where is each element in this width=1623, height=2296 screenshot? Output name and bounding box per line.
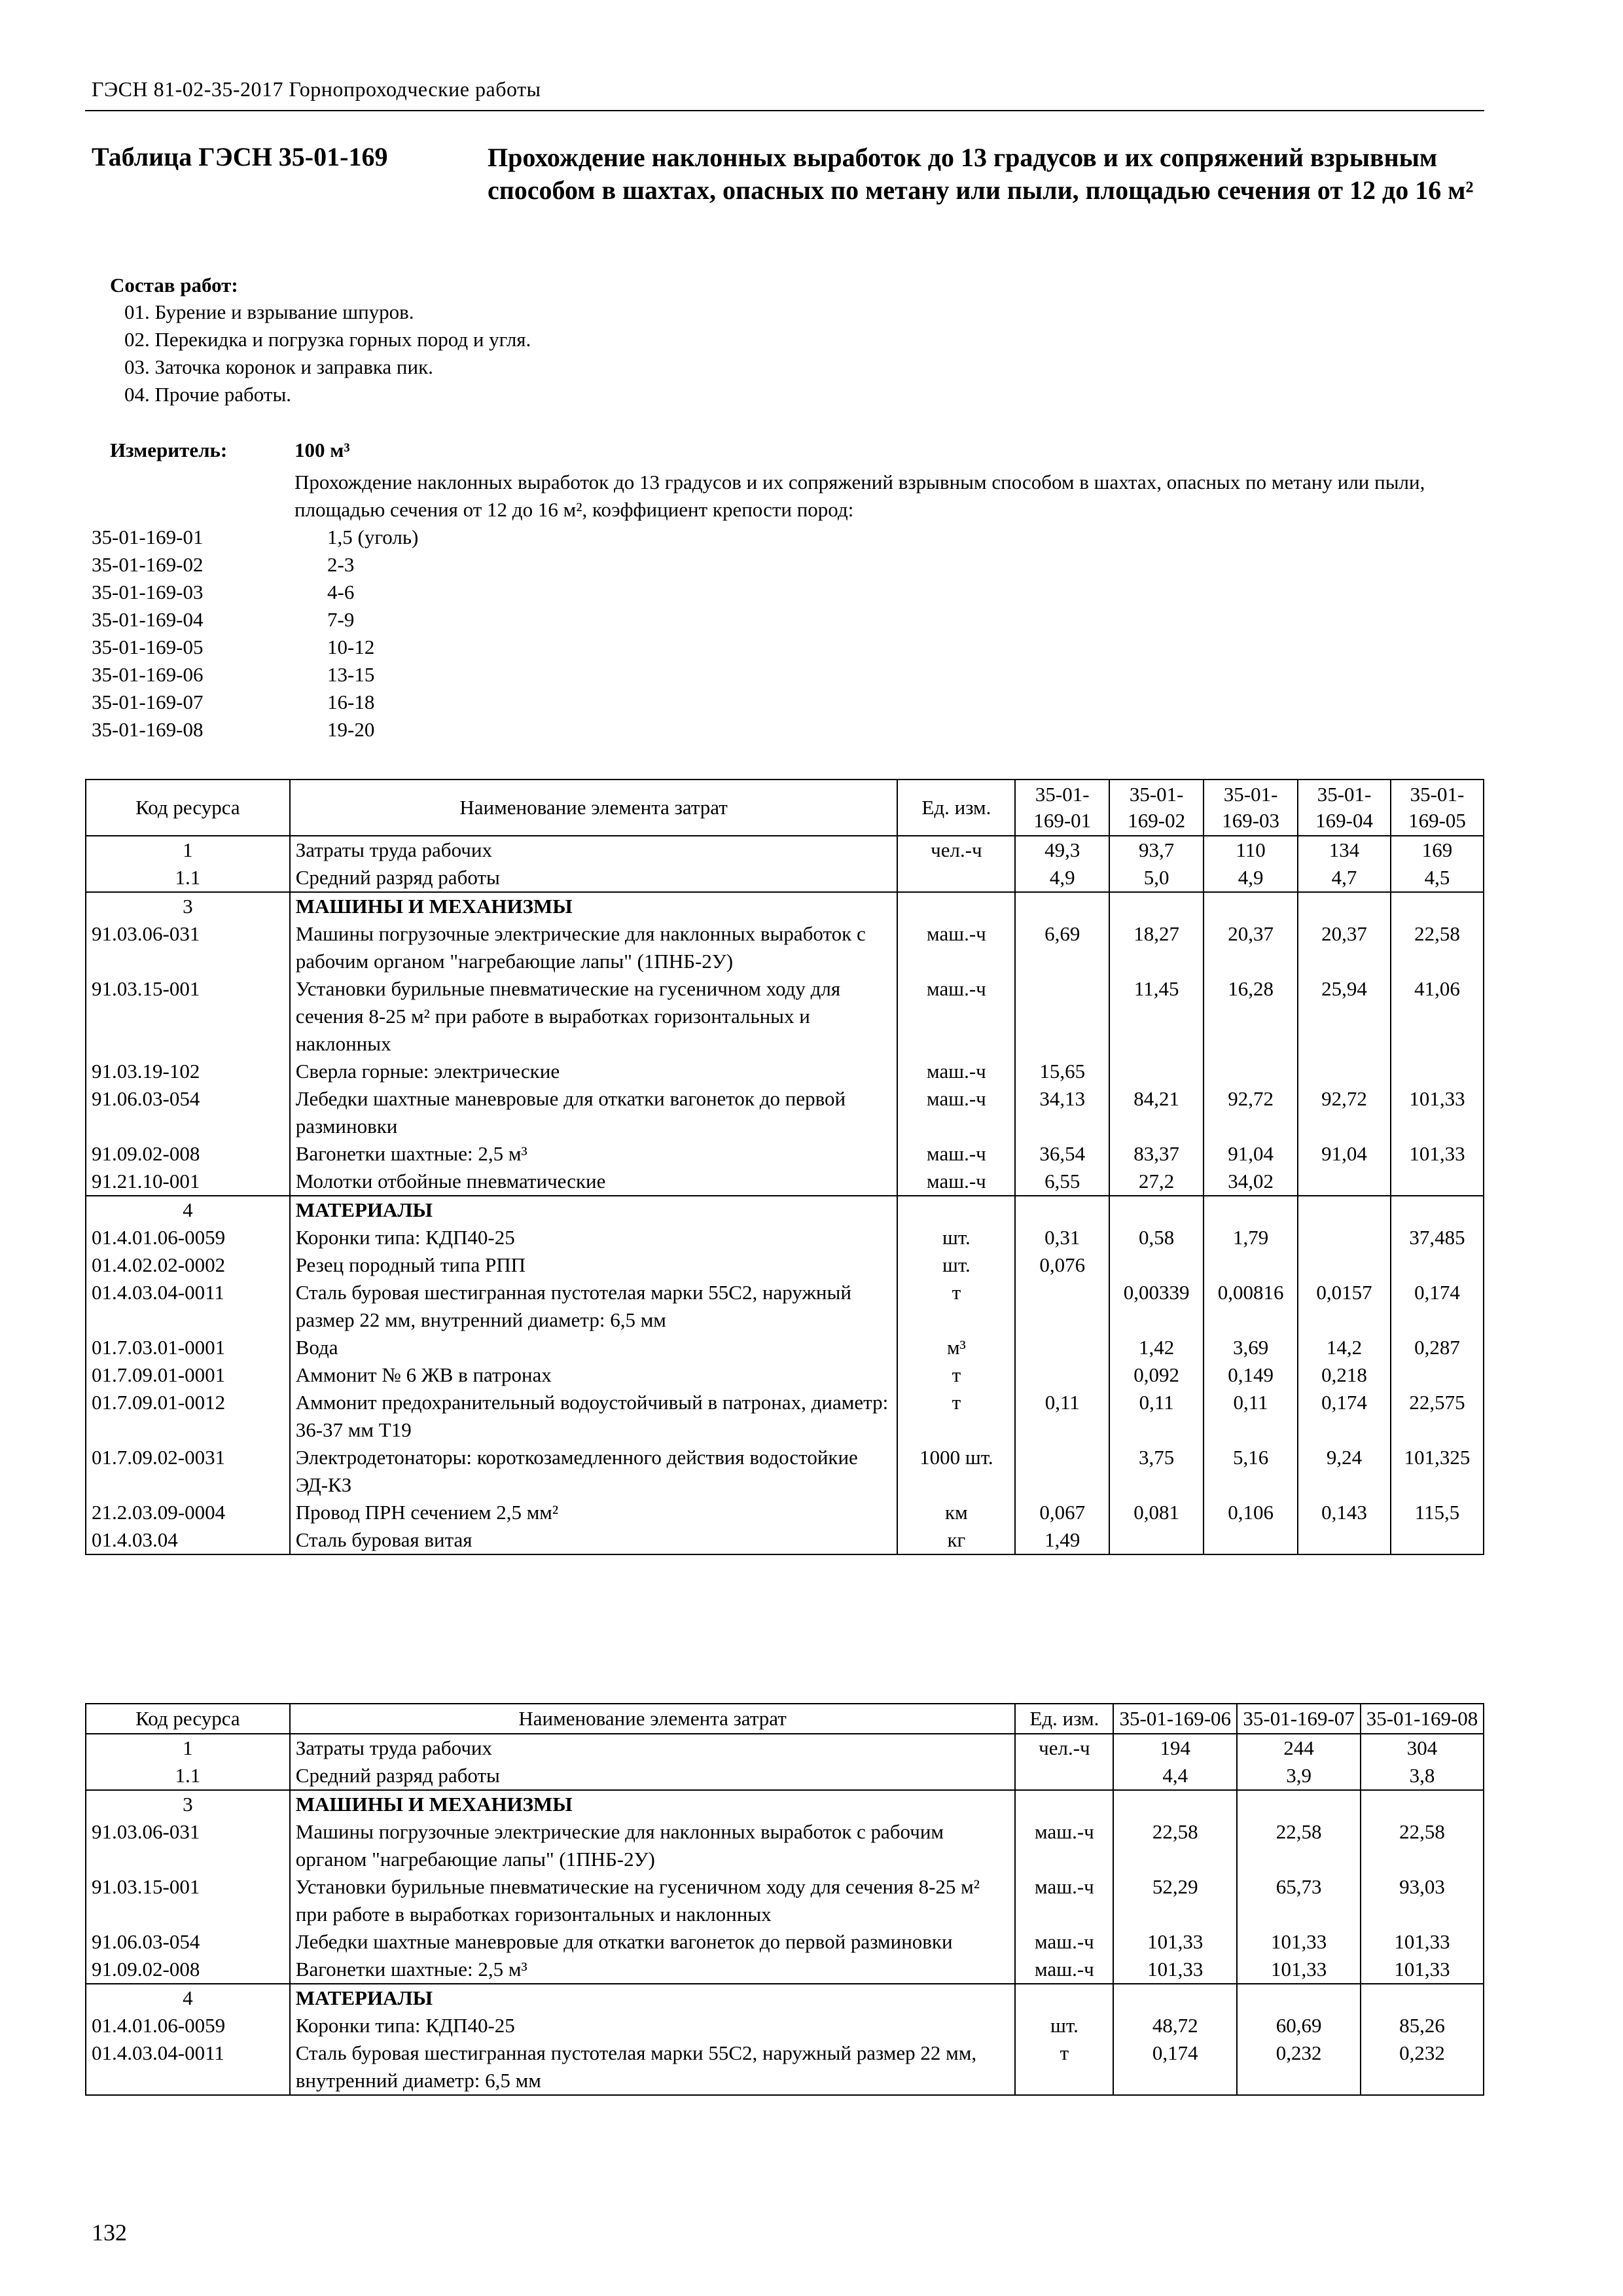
resource-code: 91.21.10-001	[86, 1168, 290, 1196]
unit-cell	[897, 1196, 1015, 1224]
work-item: 03. Заточка коронок и заправка пик.	[124, 355, 433, 378]
value-cell: 15,65	[1015, 1058, 1109, 1085]
resource-table-2	[85, 1703, 1484, 2096]
cost-element-name: Вода	[290, 1334, 898, 1361]
value-cell	[1015, 1196, 1109, 1224]
value-cell: 25,94	[1298, 975, 1391, 1058]
resource-code: 01.4.03.04-0011	[86, 1279, 290, 1334]
value-cell: 5,16	[1204, 1444, 1298, 1499]
running-header: ГЭСН 81-02-35-2017 Горнопроходческие работы	[92, 77, 541, 101]
table-row	[86, 1361, 1484, 1389]
table-row	[86, 1734, 1484, 1762]
value-cell: 0,58	[1109, 1224, 1204, 1251]
value-cell: 1,49	[1015, 1526, 1109, 1554]
rock-strength-value: 13-15	[327, 663, 375, 686]
table-row	[86, 1251, 1484, 1279]
value-cell: 52,29	[1113, 1873, 1237, 1928]
value-cell: 0,076	[1015, 1251, 1109, 1279]
value-cell: 1,42	[1109, 1334, 1204, 1361]
column-header: Наименование элемента затрат	[290, 1704, 1016, 1734]
value-cell: 3,75	[1109, 1444, 1204, 1499]
cost-element-name: Резец породный типа РПП	[290, 1251, 898, 1279]
value-cell	[1391, 1058, 1484, 1085]
value-cell	[1109, 1251, 1204, 1279]
rock-strength-value: 1,5 (уголь)	[327, 526, 419, 548]
value-cell	[1204, 1251, 1298, 1279]
resource-code: 91.06.03-054	[86, 1928, 290, 1956]
cost-element-name: Вагонетки шахтные: 2,5 м³	[290, 1956, 1016, 1984]
value-cell: 22,58	[1113, 1818, 1237, 1873]
value-cell: 0,232	[1237, 2039, 1361, 2095]
value-cell: 0,11	[1109, 1389, 1204, 1444]
cost-element-name: Аммонит предохранительный водоустойчивый в патронах, диаметр: 36-37 мм Т19	[290, 1389, 898, 1444]
value-cell	[1015, 1334, 1109, 1361]
column-header: 35-01-169-08	[1361, 1704, 1484, 1734]
value-cell: 101,33	[1113, 1928, 1237, 1956]
code-value: 35-01-169-08	[92, 718, 204, 741]
value-cell	[1298, 1526, 1391, 1554]
value-cell: 9,24	[1298, 1444, 1391, 1499]
value-cell	[1109, 1526, 1204, 1554]
work-item: 04. Прочие работы.	[124, 383, 292, 406]
work-item: 02. Перекидка и погрузка горных пород и угля.	[124, 328, 531, 351]
resource-code: 4	[86, 1984, 290, 2012]
value-cell: 4,7	[1298, 864, 1391, 892]
value-cell: 22,58	[1237, 1818, 1361, 1873]
table-row	[86, 920, 1484, 975]
resource-code: 01.7.09.02-0031	[86, 1444, 290, 1499]
value-cell: 0,174	[1298, 1389, 1391, 1444]
value-cell: 18,27	[1109, 920, 1204, 975]
unit-cell: маш.-ч	[897, 1085, 1015, 1140]
unit-cell: маш.-ч	[897, 920, 1015, 975]
value-cell: 0,218	[1298, 1361, 1391, 1389]
value-cell: 0,149	[1204, 1361, 1298, 1389]
resource-code: 91.09.02-008	[86, 1140, 290, 1168]
code-value: 35-01-169-03	[92, 581, 204, 603]
table-row	[86, 1279, 1484, 1334]
cost-element-name: Установки бурильные пневматические на гусеничном ходу для сечения 8-25 м² при работе в выработках горизонтальных и наклонных	[290, 975, 898, 1058]
unit-cell: т	[897, 1361, 1015, 1389]
column-header: 35-01-169-01	[1015, 780, 1109, 836]
measure-description: Прохождение наклонных выработок до 13 градусов и их сопряжений взрывным способом в шахтах, опасных по метану или пыли, площадью сечения от 12 до 16 м², коэффициент крепости пород:	[294, 471, 1425, 521]
cost-element-name: Сталь буровая шестигранная пустотелая марки 55С2, наружный размер 22 мм, внутренний диаметр: 6,5 мм	[290, 1279, 898, 1334]
resource-code: 91.03.06-031	[86, 1818, 290, 1873]
value-cell	[1391, 1196, 1484, 1224]
value-cell	[1015, 1444, 1109, 1499]
code-value: 35-01-169-05	[92, 636, 204, 658]
unit-cell: т	[897, 1389, 1015, 1444]
value-cell	[1204, 1058, 1298, 1085]
table-row	[86, 1058, 1484, 1085]
unit-cell	[1015, 1762, 1113, 1790]
table-row	[86, 975, 1484, 1058]
value-cell: 36,54	[1015, 1140, 1109, 1168]
value-cell: 41,06	[1391, 975, 1484, 1058]
resource-code: 01.4.03.04-0011	[86, 2039, 290, 2095]
value-cell: 83,37	[1109, 1140, 1204, 1168]
value-cell: 101,33	[1391, 1140, 1484, 1168]
value-cell: 22,575	[1391, 1389, 1484, 1444]
value-cell: 0,11	[1015, 1389, 1109, 1444]
cost-element-name: Лебедки шахтные маневровые для откатки вагонеток до первой разминовки	[290, 1085, 898, 1140]
value-cell: 20,37	[1204, 920, 1298, 975]
unit-cell: чел.-ч	[1015, 1734, 1113, 1762]
value-cell: 0,174	[1391, 1279, 1484, 1334]
table-row	[86, 1956, 1484, 1984]
value-cell: 34,02	[1204, 1168, 1298, 1196]
value-cell	[1361, 1790, 1484, 1818]
unit-cell: маш.-ч	[1015, 1873, 1113, 1928]
value-cell: 101,33	[1361, 1956, 1484, 1984]
rock-strength-value: 10-12	[327, 636, 375, 658]
resource-code: 4	[86, 1196, 290, 1224]
unit-cell: маш.-ч	[897, 1168, 1015, 1196]
table-row	[86, 1334, 1484, 1361]
value-cell: 92,72	[1298, 1085, 1391, 1140]
value-cell: 4,9	[1204, 864, 1298, 892]
table-row	[86, 1790, 1484, 1818]
value-cell: 22,58	[1391, 920, 1484, 975]
value-cell: 115,5	[1391, 1499, 1484, 1526]
value-cell: 27,2	[1109, 1168, 1204, 1196]
resource-code: 01.7.09.01-0001	[86, 1361, 290, 1389]
value-cell: 0,0157	[1298, 1279, 1391, 1334]
cost-element-name: Молотки отбойные пневматические	[290, 1168, 898, 1196]
unit-cell: км	[897, 1499, 1015, 1526]
table-row	[86, 864, 1484, 892]
table-row	[86, 1984, 1484, 2012]
table-row	[86, 1140, 1484, 1168]
cost-element-name: Электродетонаторы: короткозамедленного действия водостойкие ЭД-КЗ	[290, 1444, 898, 1499]
table-row	[86, 2012, 1484, 2039]
value-cell: 0,232	[1361, 2039, 1484, 2095]
value-cell: 0,174	[1113, 2039, 1237, 2095]
value-cell	[1204, 1526, 1298, 1554]
resource-code: 3	[86, 892, 290, 920]
resource-code: 91.09.02-008	[86, 1956, 290, 1984]
value-cell	[1109, 892, 1204, 920]
value-cell: 60,69	[1237, 2012, 1361, 2039]
resource-code: 3	[86, 1790, 290, 1818]
value-cell: 0,143	[1298, 1499, 1391, 1526]
value-cell	[1361, 1984, 1484, 2012]
value-cell	[1237, 1790, 1361, 1818]
value-cell: 110	[1204, 836, 1298, 864]
resource-code: 1.1	[86, 1762, 290, 1790]
resource-code: 01.4.03.04	[86, 1526, 290, 1554]
value-cell: 0,287	[1391, 1334, 1484, 1361]
unit-cell: м³	[897, 1334, 1015, 1361]
table-row	[86, 836, 1484, 864]
unit-cell: маш.-ч	[1015, 1928, 1113, 1956]
value-cell: 37,485	[1391, 1224, 1484, 1251]
table-header-row	[86, 1704, 1484, 1734]
column-header: Ед. изм.	[1015, 1704, 1113, 1734]
value-cell: 101,33	[1237, 1928, 1361, 1956]
unit-cell: шт.	[897, 1224, 1015, 1251]
unit-cell: маш.-ч	[1015, 1818, 1113, 1873]
value-cell	[1015, 975, 1109, 1058]
unit-cell: маш.-ч	[897, 975, 1015, 1058]
value-cell	[1298, 1251, 1391, 1279]
resource-code: 01.4.01.06-0059	[86, 1224, 290, 1251]
code-value: 35-01-169-04	[92, 608, 204, 631]
column-header: 35-01-169-07	[1237, 1704, 1361, 1734]
table-row	[86, 1499, 1484, 1526]
cost-element-name: Аммонит № 6 ЖВ в патронах	[290, 1361, 898, 1389]
value-cell: 49,3	[1015, 836, 1109, 864]
value-cell	[1391, 1361, 1484, 1389]
value-cell: 101,33	[1361, 1928, 1484, 1956]
unit-cell	[1015, 1984, 1113, 2012]
value-cell	[1391, 892, 1484, 920]
value-cell	[1298, 1168, 1391, 1196]
unit-cell: маш.-ч	[897, 1058, 1015, 1085]
value-cell	[1298, 1196, 1391, 1224]
table-row	[86, 1526, 1484, 1554]
table-row	[86, 2039, 1484, 2095]
table-row	[86, 1762, 1484, 1790]
work-composition-list	[124, 298, 531, 408]
value-cell: 101,33	[1391, 1085, 1484, 1140]
resource-code: 01.7.09.01-0012	[86, 1389, 290, 1444]
cost-element-name: Провод ПРН сечением 2,5 мм²	[290, 1499, 898, 1526]
value-cell: 5,0	[1109, 864, 1204, 892]
value-cell: 0,106	[1204, 1499, 1298, 1526]
cost-element-name: Средний разряд работы	[290, 1762, 1016, 1790]
rock-strength-value: 2-3	[327, 553, 355, 576]
value-cell: 0,081	[1109, 1499, 1204, 1526]
column-header: 35-01-169-03	[1204, 780, 1298, 836]
value-cell	[1109, 1058, 1204, 1085]
value-cell: 84,21	[1109, 1085, 1204, 1140]
value-cell: 194	[1113, 1734, 1237, 1762]
cost-element-name: МАШИНЫ И МЕХАНИЗМЫ	[290, 892, 898, 920]
value-cell: 134	[1298, 836, 1391, 864]
value-cell	[1113, 1790, 1237, 1818]
value-cell: 101,33	[1237, 1956, 1361, 1984]
value-cell: 0,092	[1109, 1361, 1204, 1389]
resource-code: 91.06.03-054	[86, 1085, 290, 1140]
resource-code: 91.03.19-102	[86, 1058, 290, 1085]
unit-cell: 1000 шт.	[897, 1444, 1015, 1499]
value-cell	[1109, 1196, 1204, 1224]
value-cell: 6,69	[1015, 920, 1109, 975]
value-cell: 0,00339	[1109, 1279, 1204, 1334]
resource-code: 91.03.06-031	[86, 920, 290, 975]
value-cell: 16,28	[1204, 975, 1298, 1058]
value-cell: 244	[1237, 1734, 1361, 1762]
value-cell	[1015, 892, 1109, 920]
value-cell: 93,7	[1109, 836, 1204, 864]
value-cell: 1,79	[1204, 1224, 1298, 1251]
value-cell: 93,03	[1361, 1873, 1484, 1928]
resource-table-1	[85, 779, 1484, 1555]
value-cell: 11,45	[1109, 975, 1204, 1058]
value-cell: 4,5	[1391, 864, 1484, 892]
value-cell: 3,8	[1361, 1762, 1484, 1790]
value-cell: 20,37	[1298, 920, 1391, 975]
table-row	[86, 1444, 1484, 1499]
cost-element-name: МАТЕРИАЛЫ	[290, 1984, 1016, 2012]
cost-element-name: Сверла горные: электрические	[290, 1058, 898, 1085]
table-label: Таблица ГЭСН 35-01-169	[92, 142, 388, 171]
table-row	[86, 1928, 1484, 1956]
cost-element-name: Сталь буровая витая	[290, 1526, 898, 1554]
column-header: 35-01-169-02	[1109, 780, 1204, 836]
header-rule	[85, 110, 1484, 111]
unit-cell: маш.-ч	[897, 1140, 1015, 1168]
value-cell: 101,325	[1391, 1444, 1484, 1499]
value-cell	[1237, 1984, 1361, 2012]
unit-cell: т	[1015, 2039, 1113, 2095]
cost-element-name: Затраты труда рабочих	[290, 1734, 1016, 1762]
value-cell	[1015, 1279, 1109, 1334]
resource-code: 01.4.01.06-0059	[86, 2012, 290, 2039]
unit-cell	[897, 892, 1015, 920]
table-row	[86, 1873, 1484, 1928]
value-cell: 4,4	[1113, 1762, 1237, 1790]
table-row	[86, 1224, 1484, 1251]
unit-cell: шт.	[1015, 2012, 1113, 2039]
cost-element-name: МАТЕРИАЛЫ	[290, 1196, 898, 1224]
cost-element-name: Средний разряд работы	[290, 864, 898, 892]
value-cell: 0,00816	[1204, 1279, 1298, 1334]
unit-cell: чел.-ч	[897, 836, 1015, 864]
rock-strength-value: 7-9	[327, 608, 355, 631]
value-cell: 34,13	[1015, 1085, 1109, 1140]
value-cell	[1204, 1196, 1298, 1224]
value-cell: 0,067	[1015, 1499, 1109, 1526]
unit-cell: т	[897, 1279, 1015, 1334]
value-cell: 65,73	[1237, 1873, 1361, 1928]
value-cell	[1391, 1526, 1484, 1554]
column-header: 35-01-169-05	[1391, 780, 1484, 836]
table-row	[86, 1085, 1484, 1140]
column-header: 35-01-169-06	[1113, 1704, 1237, 1734]
page-number: 132	[92, 2219, 127, 2246]
column-header: Ед. изм.	[897, 780, 1015, 836]
cost-element-name: Установки бурильные пневматические на гусеничном ходу для сечения 8-25 м² при работе в выработках горизонтальных и наклонных	[290, 1873, 1016, 1928]
value-cell	[1015, 1361, 1109, 1389]
value-cell: 3,69	[1204, 1334, 1298, 1361]
work-composition-label: Состав работ:	[110, 274, 238, 296]
cost-element-name: Машины погрузочные электрические для наклонных выработок с рабочим органом "нагребающие лапы" (1ПНБ-2У)	[290, 920, 898, 975]
value-cell: 304	[1361, 1734, 1484, 1762]
column-header: Код ресурса	[86, 780, 290, 836]
code-value: 35-01-169-06	[92, 663, 204, 686]
unit-cell	[1015, 1790, 1113, 1818]
value-cell: 3,9	[1237, 1762, 1361, 1790]
value-cell	[1298, 1058, 1391, 1085]
value-cell	[1391, 1251, 1484, 1279]
table-row	[86, 1389, 1484, 1444]
value-cell: 0,31	[1015, 1224, 1109, 1251]
table-row	[86, 1196, 1484, 1224]
table-header-row	[86, 780, 1484, 836]
unit-cell	[897, 864, 1015, 892]
value-cell	[1298, 1224, 1391, 1251]
column-header: Код ресурса	[86, 1704, 290, 1734]
column-header: 35-01-169-04	[1298, 780, 1391, 836]
value-cell: 91,04	[1298, 1140, 1391, 1168]
resource-code: 1	[86, 1734, 290, 1762]
measure-unit: 100 м³	[294, 439, 350, 461]
table-row	[86, 1818, 1484, 1873]
cost-element-name: Сталь буровая шестигранная пустотелая марки 55С2, наружный размер 22 мм, внутренний диаметр: 6,5 мм	[290, 2039, 1016, 2095]
cost-element-name: Вагонетки шахтные: 2,5 м³	[290, 1140, 898, 1168]
cost-element-name: Затраты труда рабочих	[290, 836, 898, 864]
rock-strength-value: 19-20	[327, 718, 375, 741]
unit-cell: шт.	[897, 1251, 1015, 1279]
value-cell: 169	[1391, 836, 1484, 864]
value-cell: 101,33	[1113, 1956, 1237, 1984]
cost-element-name: Коронки типа: КДП40-25	[290, 2012, 1016, 2039]
value-cell: 85,26	[1361, 2012, 1484, 2039]
resource-code: 01.7.03.01-0001	[86, 1334, 290, 1361]
cost-element-name: Машины погрузочные электрические для наклонных выработок с рабочим органом "нагребающие лапы" (1ПНБ-2У)	[290, 1818, 1016, 1873]
cost-element-name: МАШИНЫ И МЕХАНИЗМЫ	[290, 1790, 1016, 1818]
value-cell: 92,72	[1204, 1085, 1298, 1140]
code-value: 35-01-169-01	[92, 526, 204, 548]
table-row	[86, 1168, 1484, 1196]
value-cell: 22,58	[1361, 1818, 1484, 1873]
value-cell	[1298, 892, 1391, 920]
value-cell	[1391, 1168, 1484, 1196]
value-cell: 91,04	[1204, 1140, 1298, 1168]
value-cell: 14,2	[1298, 1334, 1391, 1361]
value-cell	[1204, 892, 1298, 920]
resource-code: 01.4.02.02-0002	[86, 1251, 290, 1279]
resource-code: 91.03.15-001	[86, 975, 290, 1058]
resource-code: 1	[86, 836, 290, 864]
value-cell: 48,72	[1113, 2012, 1237, 2039]
resource-code: 21.2.03.09-0004	[86, 1499, 290, 1526]
work-item: 01. Бурение и взрывание шпуров.	[124, 300, 414, 323]
resource-code: 91.03.15-001	[86, 1873, 290, 1928]
unit-cell: маш.-ч	[1015, 1956, 1113, 1984]
measure-label: Измеритель:	[110, 439, 228, 461]
code-value: 35-01-169-02	[92, 553, 204, 576]
rock-strength-value: 16-18	[327, 691, 375, 713]
value-cell: 6,55	[1015, 1168, 1109, 1196]
unit-cell: кг	[897, 1526, 1015, 1554]
cost-element-name: Лебедки шахтные маневровые для откатки вагонеток до первой разминовки	[290, 1928, 1016, 1956]
value-cell: 0,11	[1204, 1389, 1298, 1444]
resource-code: 1.1	[86, 864, 290, 892]
value-cell	[1113, 1984, 1237, 2012]
value-cell: 4,9	[1015, 864, 1109, 892]
rock-strength-value: 4-6	[327, 581, 355, 603]
cost-element-name: Коронки типа: КДП40-25	[290, 1224, 898, 1251]
table-row	[86, 892, 1484, 920]
column-header: Наименование элемента затрат	[290, 780, 898, 836]
table-title: Прохождение наклонных выработок до 13 градусов и их сопряжений взрывным способом в шахтах, опасных по метану или пыли, площадью сечения от 12 до 16 м²	[488, 143, 1474, 205]
code-value: 35-01-169-07	[92, 691, 204, 713]
